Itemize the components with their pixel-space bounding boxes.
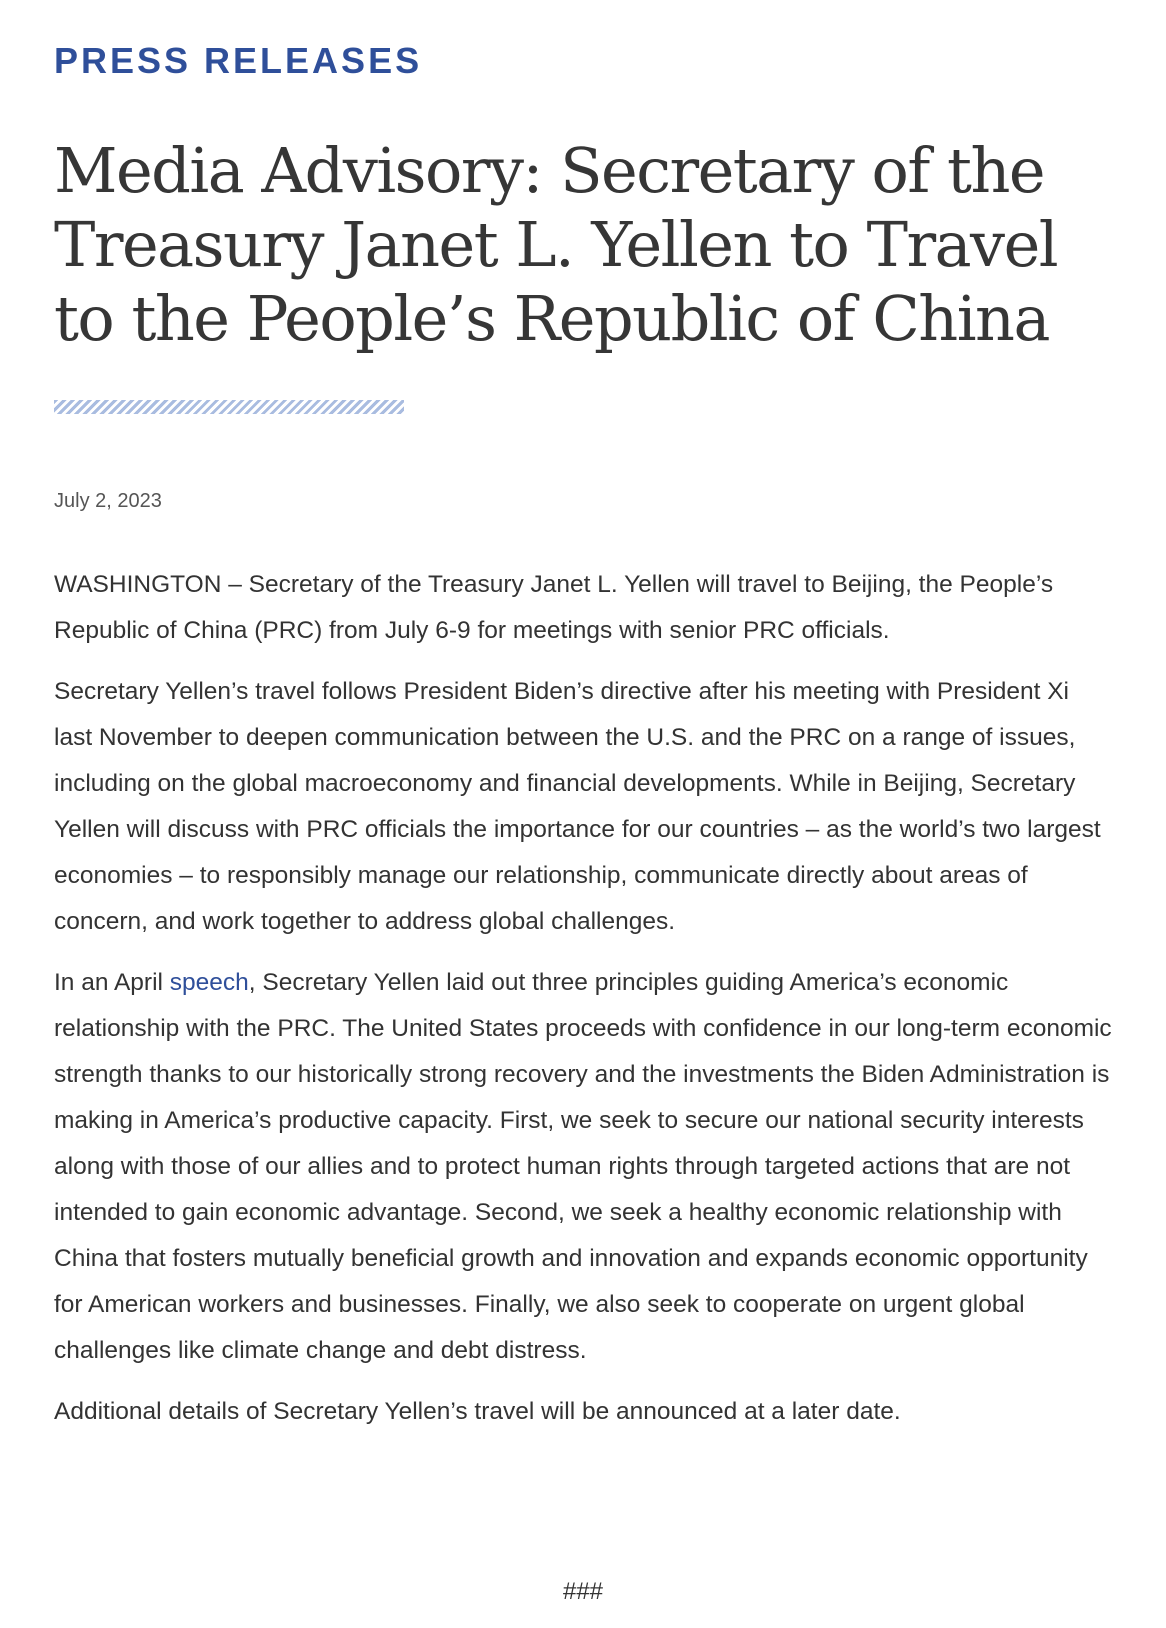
page-title: Media Advisory: Secretary of the Treasury Janet L. Yellen to Travel to the People’s Republic of China (54, 134, 1058, 355)
paragraph-closing: Additional details of Secretary Yellen’s travel will be announced at a later date. (54, 1398, 901, 1425)
paragraph-directive: Secretary Yellen’s travel follows President Biden’s directive after his meeting with President Xi last November to deepen communication between the U.S. and the PRC on a range of issues, including on the global macroeconomy and financial developments. While in Beijing, Secretary Yellen will discuss with PRC officials the importance for our countries – as the world’s two largest economies – to responsibly manage our relationship, communicate directly about areas of concern, and work together to address global challenges. (54, 678, 1101, 935)
paragraph-principles (54, 960, 1112, 1374)
article-body (54, 562, 1112, 1450)
section-label[interactable]: PRESS RELEASES (54, 40, 423, 81)
paragraph-principles-prefix: In an April (54, 969, 170, 996)
end-mark: ### (562, 1578, 604, 1605)
publish-date: July 2, 2023 (54, 490, 162, 512)
paragraph-intro: WASHINGTON – Secretary of the Treasury Janet L. Yellen will travel to Beijing, the People’s Republic of China (PRC) from July 6-9 for meetings with senior PRC officials. (54, 571, 1054, 644)
paragraph-principles-rest: , Secretary Yellen laid out three principles guiding America’s economic relationship with the PRC. The United States proceeds with confidence in our long-term economic strength thanks to our historically strong recovery and the investments the Biden Administration is making in America’s productive capacity. First, we seek to secure our national security interests along with those of our allies and to protect human rights through targeted actions that are not intended to gain economic advantage. Second, we seek a healthy economic relationship with China that fosters mutually beneficial growth and innovation and expands economic opportunity for American workers and businesses. Finally, we also seek to cooperate on urgent global challenges like climate change and debt distress. (54, 969, 1112, 1364)
speech-link[interactable]: speech (169, 969, 249, 996)
title-divider (54, 400, 404, 414)
